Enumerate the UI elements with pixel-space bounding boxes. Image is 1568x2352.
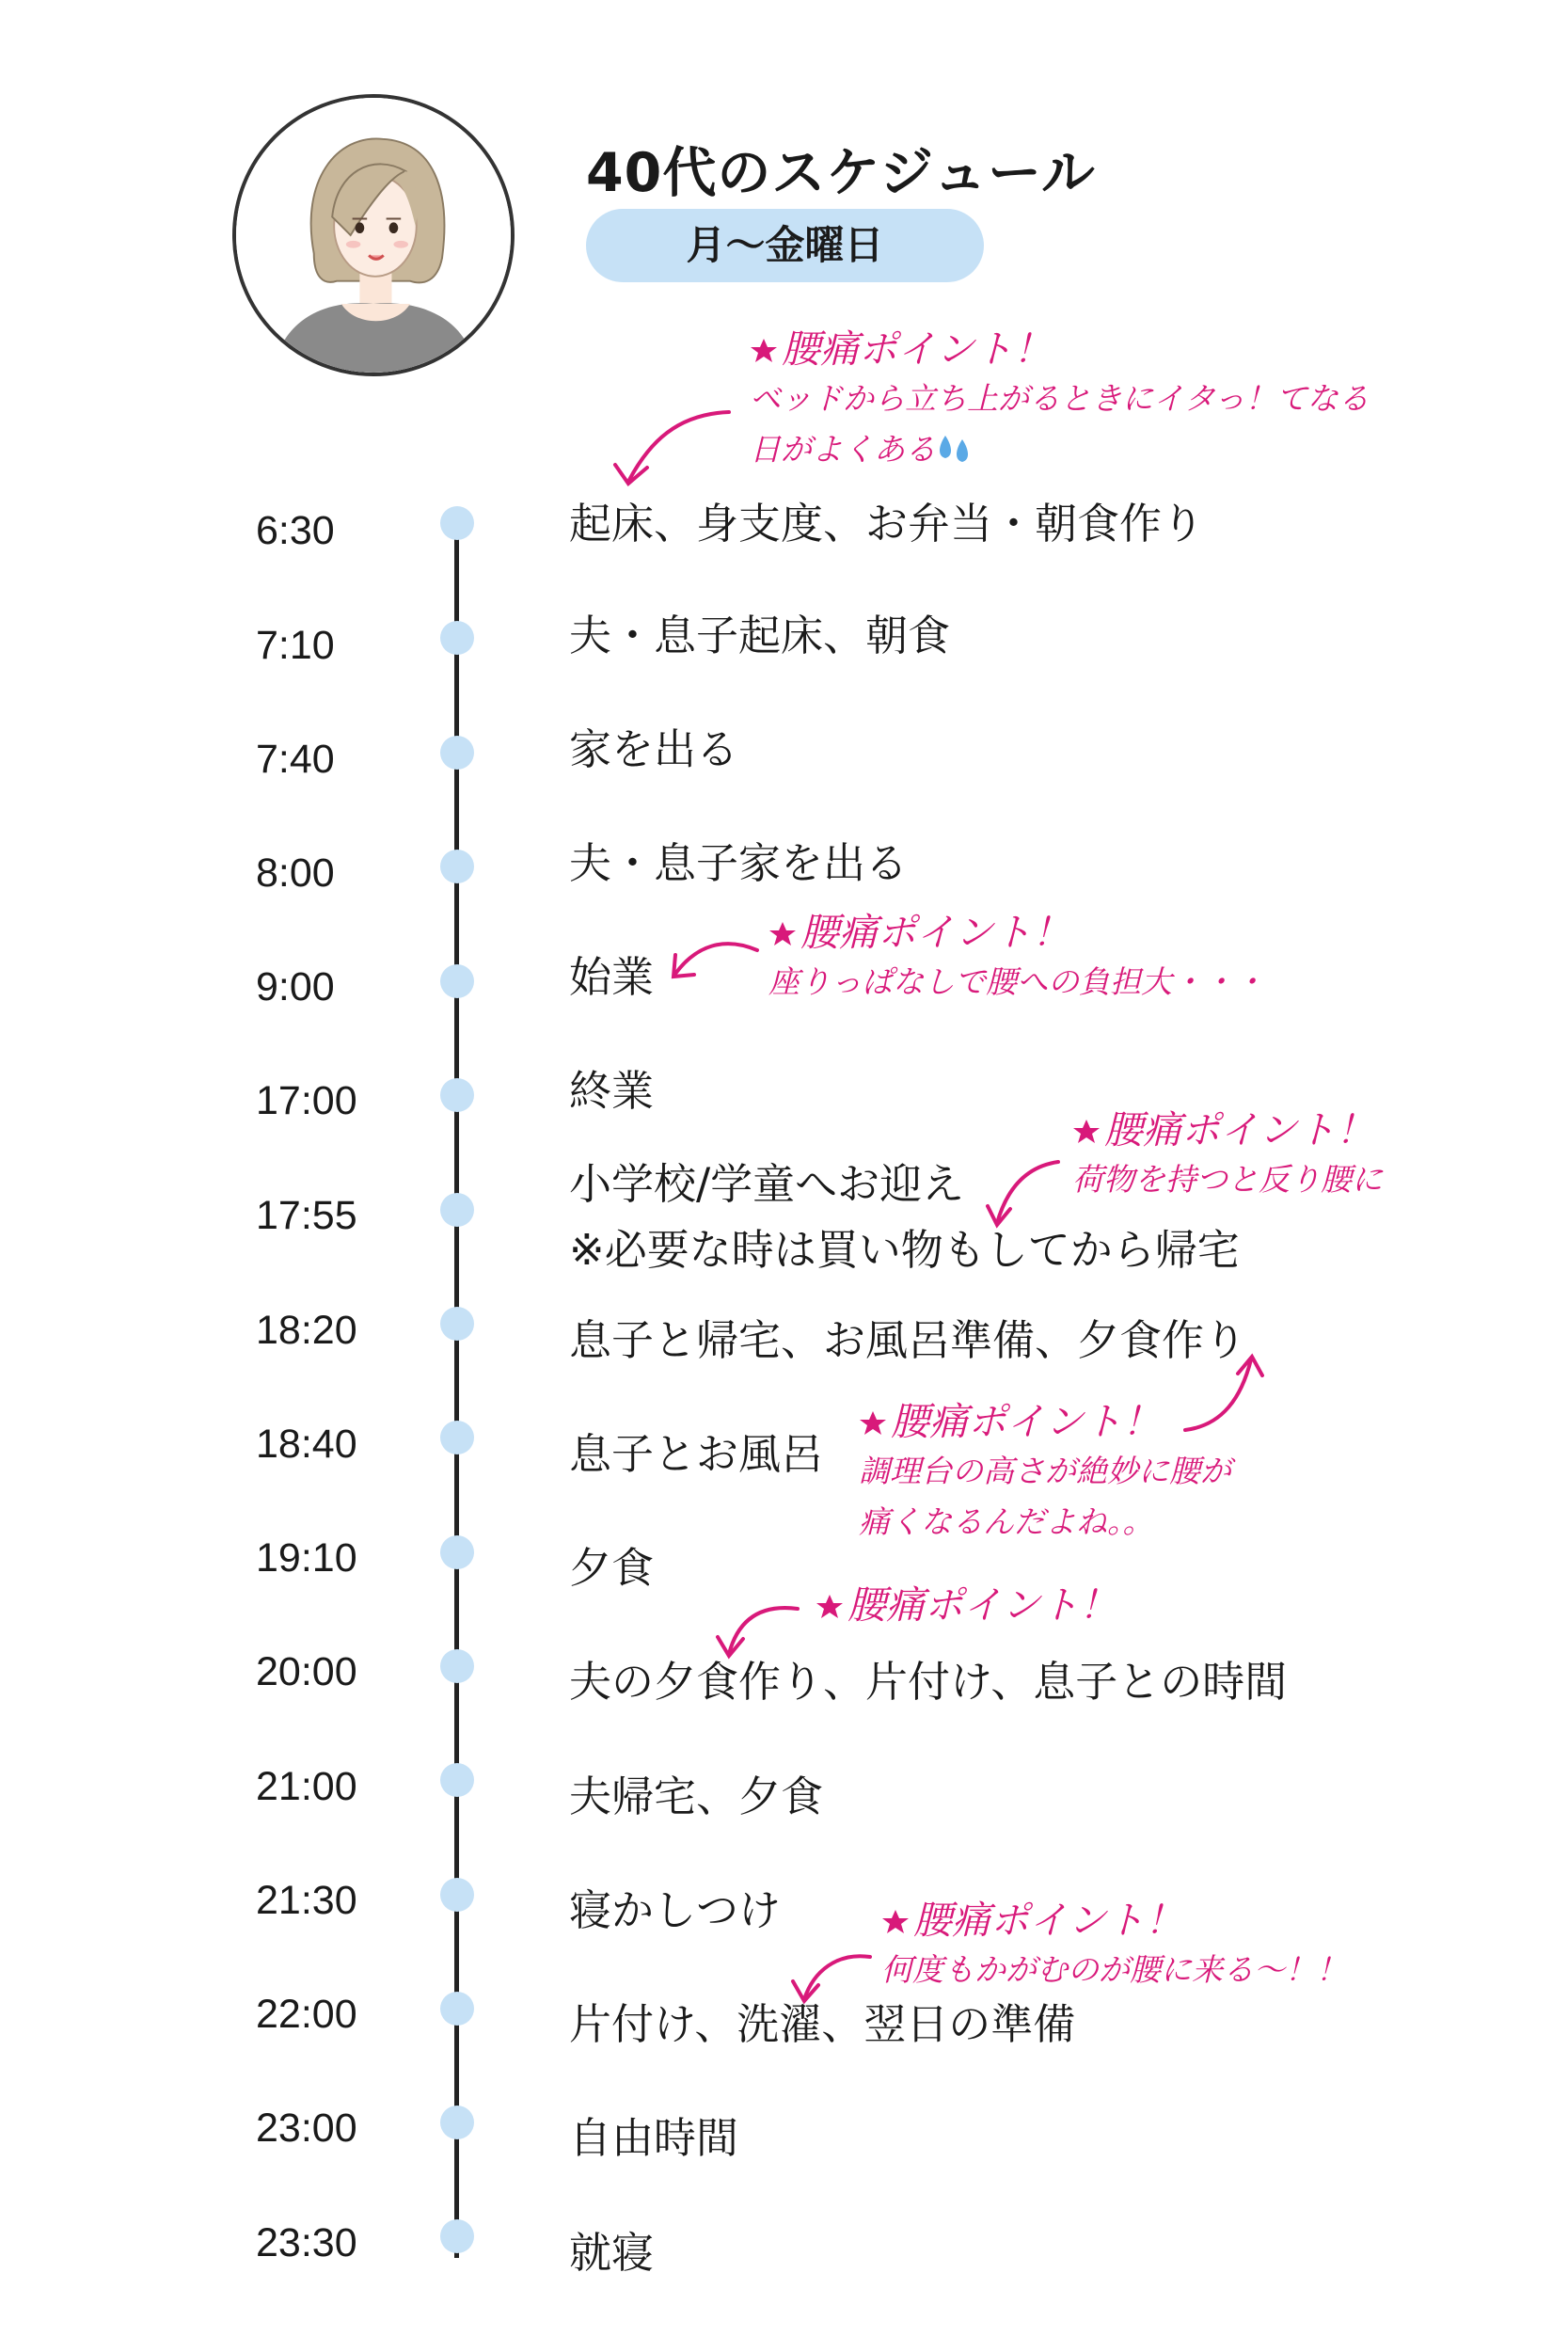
note-text: 何度もかがむのが腰に来る〜！！ xyxy=(881,1951,1347,1988)
schedule-event: 自由時間 xyxy=(569,2113,739,2163)
schedule-time: 18:40 xyxy=(256,1422,357,1467)
timeline-dot xyxy=(440,964,474,998)
schedule-event: 家を出る xyxy=(569,724,739,774)
arrow-head-icon xyxy=(673,955,694,977)
timeline-dot xyxy=(440,621,474,655)
timeline-dot xyxy=(440,850,474,883)
schedule-time: 23:30 xyxy=(256,2220,357,2265)
back-pain-note xyxy=(859,1397,1231,1548)
arrow-icon xyxy=(729,1608,798,1654)
arrow-icon xyxy=(675,944,757,974)
note-text: ベッドから立ち上がるときにイタっ！てなる xyxy=(750,380,1370,417)
schedule-time: 7:40 xyxy=(256,737,335,782)
note-heading: 腰痛ポイント！ xyxy=(800,910,1070,955)
timeline-dot xyxy=(440,2219,474,2253)
schedule-event: 夫帰宅、夕食 xyxy=(569,1772,824,1821)
note-heading: 腰痛ポイント！ xyxy=(913,1898,1183,1943)
schedule-time: 21:00 xyxy=(256,1764,357,1809)
back-pain-note xyxy=(750,325,1370,475)
star-icon xyxy=(859,1409,887,1438)
star-icon xyxy=(881,1908,910,1936)
schedule-time: 6:30 xyxy=(256,508,335,553)
timeline-dot xyxy=(440,1878,474,1912)
schedule-event: 息子とお風呂 xyxy=(569,1429,824,1479)
schedule-event: 終業 xyxy=(569,1066,655,1116)
schedule-time: 8:00 xyxy=(256,850,335,896)
arrow-head-icon xyxy=(615,465,647,484)
schedule-time: 9:00 xyxy=(256,964,335,1009)
schedule-event-note: ※必要な時は買い物もしてから帰宅 xyxy=(569,1225,1240,1275)
timeline-dot xyxy=(440,1535,474,1569)
note-heading: 腰痛ポイント！ xyxy=(847,1582,1117,1628)
star-icon xyxy=(816,1593,844,1621)
schedule-event: 小学校/学童へお迎え xyxy=(569,1159,965,1209)
sweat-drop-icon xyxy=(936,434,974,466)
schedule-time: 21:30 xyxy=(256,1878,357,1923)
timeline-dot xyxy=(440,1992,474,2026)
schedule-event: 起床、身支度、お弁当・朝食作り xyxy=(569,499,1205,548)
schedule-event: 始業 xyxy=(569,952,655,1002)
schedule-time: 7:10 xyxy=(256,623,335,668)
schedule-event: 夕食 xyxy=(569,1543,655,1593)
timeline-dot xyxy=(440,1307,474,1341)
back-pain-note xyxy=(768,908,1265,1008)
day-range-badge: 月〜金曜日 xyxy=(586,209,984,282)
star-icon xyxy=(768,920,797,948)
timeline-dot xyxy=(440,1763,474,1797)
timeline-dot xyxy=(440,1193,474,1227)
schedule-time: 23:00 xyxy=(256,2106,357,2151)
page-title: 40代のスケジュール xyxy=(586,142,1096,204)
schedule-event: 息子と帰宅、お風呂準備、夕食作り xyxy=(569,1315,1247,1365)
note-text: 荷物を持つと反り腰に xyxy=(1072,1161,1383,1198)
timeline-dot xyxy=(440,1421,474,1454)
avatar xyxy=(232,94,515,376)
schedule-event: 夫・息子家を出る xyxy=(569,838,909,888)
arrow-icon xyxy=(628,412,729,482)
timeline-dot xyxy=(440,2106,474,2139)
timeline-dot xyxy=(440,506,474,540)
note-text: 日がよくある xyxy=(750,431,936,468)
schedule-event: 夫・息子起床、朝食 xyxy=(569,611,951,660)
star-icon xyxy=(750,337,778,365)
timeline-dot xyxy=(440,736,474,770)
back-pain-note xyxy=(816,1581,1117,1629)
schedule-event: 就寝 xyxy=(569,2228,655,2278)
note-text: 座りっぱなしで腰への負担大・・・ xyxy=(768,963,1265,1000)
timeline-dot xyxy=(440,1078,474,1112)
note-text: 調理台の高さが絶妙に腰が xyxy=(859,1453,1231,1489)
note-text: 痛くなるんだよね。。 xyxy=(859,1503,1154,1540)
schedule-time: 17:00 xyxy=(256,1078,357,1123)
timeline-dot xyxy=(440,1649,474,1683)
schedule-time: 17:55 xyxy=(256,1193,357,1238)
schedule-time: 20:00 xyxy=(256,1649,357,1694)
note-heading: 腰痛ポイント！ xyxy=(1104,1107,1374,1152)
note-heading: 腰痛ポイント！ xyxy=(782,326,1052,372)
schedule-event: 寝かしつけ xyxy=(569,1885,782,1935)
schedule-time: 18:20 xyxy=(256,1308,357,1353)
back-pain-note xyxy=(1072,1105,1383,1205)
schedule-event: 夫の夕食作り、片付け、息子との時間 xyxy=(569,1657,1288,1707)
schedule-time: 22:00 xyxy=(256,1992,357,2037)
back-pain-note xyxy=(881,1896,1347,1995)
note-heading: 腰痛ポイント！ xyxy=(891,1399,1161,1444)
schedule-time: 19:10 xyxy=(256,1535,357,1581)
woman-illustration xyxy=(236,98,511,373)
schedule-event: 片付け、洗濯、翌日の準備 xyxy=(569,1999,1076,2049)
arrow-icon xyxy=(997,1162,1058,1223)
star-icon xyxy=(1072,1118,1101,1146)
